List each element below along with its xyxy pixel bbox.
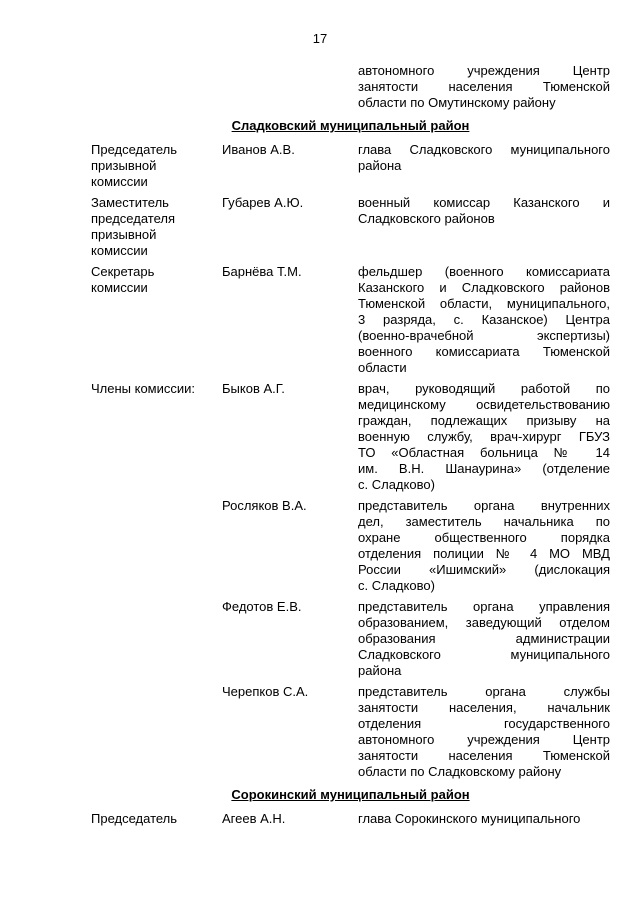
duty-line: граждан, подлежащих призыву на (358, 413, 610, 428)
member-name: Барнёва Т.М. (222, 264, 302, 279)
duty-line: отделения государственного (358, 716, 610, 731)
duty-cell (358, 195, 610, 227)
role-line: призывной (91, 227, 157, 242)
role-cell (91, 811, 222, 827)
duty-line: охране общественного порядка (358, 530, 610, 545)
duty-line: Тюменской области, муниципального, (358, 296, 610, 311)
duty-cell (358, 63, 610, 111)
role-line: комиссии (91, 243, 148, 258)
role-line: Секретарь (91, 264, 155, 279)
duty-line: медицинскому освидетельствованию (358, 397, 610, 412)
duty-line: глава Сорокинского муниципального (358, 811, 581, 826)
duty-line: врач, руководящий работой по (358, 381, 610, 396)
member-row (91, 264, 610, 376)
duty-line: военного комиссариата Тюменской (358, 344, 610, 359)
role-cell (91, 195, 222, 259)
continuation-row (91, 63, 610, 111)
member-row (91, 599, 610, 679)
duty-line: представитель органа службы (358, 684, 610, 699)
duty-line: представитель органа управления (358, 599, 610, 614)
duty-line: занятости населения, начальник (358, 700, 610, 715)
duty-line: военный комиссар Казанского и (358, 195, 610, 210)
member-row (91, 811, 610, 827)
duty-line: района (358, 158, 402, 173)
role-cell (91, 264, 222, 296)
role-line: Председатель (91, 142, 178, 157)
duty-line: 3 разряда, с. Казанское) Центра (358, 312, 610, 327)
duty-cell (358, 381, 610, 493)
duty-line: занятости населения Тюменской (358, 748, 610, 763)
duty-line: военную службу, врач-хирург ГБУЗ (358, 429, 610, 444)
member-name: Быков А.Г. (222, 381, 285, 396)
duty-line: представитель органа внутренних (358, 498, 610, 513)
commission-list (91, 63, 610, 827)
role-line: Члены комиссии: (91, 381, 196, 396)
duty-cell (358, 498, 610, 594)
member-name: Черепков С.А. (222, 684, 309, 699)
duty-cell (358, 142, 610, 174)
duty-line: Казанского и Сладковского районов (358, 280, 610, 295)
duty-line: области по Сладковскому району (358, 764, 562, 779)
duty-line: им. В.Н. Шанаурина» (отделение (358, 461, 610, 476)
member-row (91, 684, 610, 780)
duty-line: отделения полиции № 4 МО МВД (358, 546, 610, 561)
member-row (91, 498, 610, 594)
role-cell (91, 381, 222, 397)
section-heading: Сорокинский муниципальный район (231, 787, 470, 802)
duty-line: образованием, заведующий отделом (358, 615, 610, 630)
duty-line: района (358, 663, 402, 678)
duty-line: фельдшер (военного комиссариата (358, 264, 610, 279)
duty-line: образования администрации (358, 631, 610, 646)
role-line: председателя (91, 211, 176, 226)
duty-cell (358, 264, 610, 376)
duty-line: с. Сладково) (358, 578, 435, 593)
role-line: Заместитель (91, 195, 169, 210)
duty-cell (358, 811, 610, 827)
duty-line: России «Ишимский» (дислокация (358, 562, 610, 577)
member-name: Федотов Е.В. (222, 599, 302, 614)
duty-line: (военно-врачебной экспертизы) (358, 328, 610, 343)
duty-line: дел, заместитель начальника по (358, 514, 610, 529)
duty-line: области (358, 360, 407, 375)
member-name: Губарев А.Ю. (222, 195, 304, 210)
member-name: Агеев А.Н. (222, 811, 286, 826)
duty-line: глава Сладковского муниципального (358, 142, 610, 157)
role-line: комиссии (91, 174, 148, 189)
member-row (91, 195, 610, 259)
duty-line: автономного учреждения Центр (358, 732, 610, 747)
role-line: комиссии (91, 280, 148, 295)
duty-line: с. Сладково) (358, 477, 435, 492)
duty-line: ТО «Областная больница № 14 (358, 445, 610, 460)
duty-line: Сладковского районов (358, 211, 495, 226)
duty-cell (358, 684, 610, 780)
member-name: Иванов А.В. (222, 142, 295, 157)
member-row (91, 142, 610, 190)
section-heading: Сладковский муниципальный район (231, 118, 470, 133)
member-row (91, 381, 610, 493)
duty-line: занятости населения Тюменской (358, 79, 610, 94)
member-name: Росляков В.А. (222, 498, 307, 513)
duty-line: автономного учреждения Центр (358, 63, 610, 78)
duty-cell (358, 599, 610, 679)
role-line: призывной (91, 158, 157, 173)
page-number: 17 (312, 31, 328, 46)
role-cell (91, 142, 222, 190)
duty-line: области по Омутинскому району (358, 95, 556, 110)
role-line: Председатель (91, 811, 178, 826)
duty-line: Сладковского муниципального (358, 647, 610, 662)
